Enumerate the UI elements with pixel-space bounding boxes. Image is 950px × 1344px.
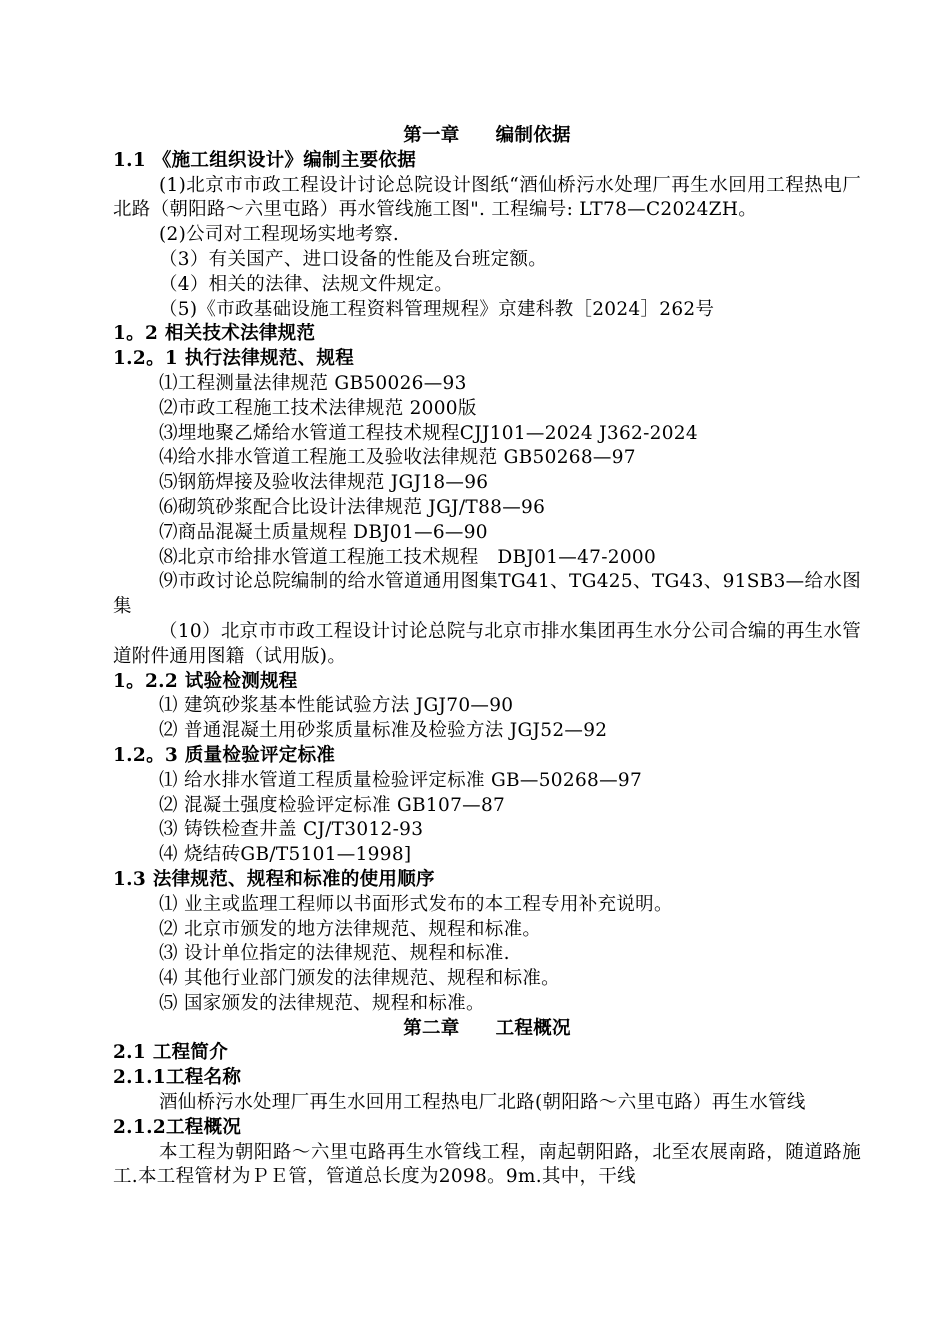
section-heading: 1。2.2 试验检测规程: [113, 670, 298, 692]
list-item: ⑸ 国家颁发的法律规范、规程和标准。: [159, 992, 485, 1014]
body-paragraph: 酒仙桥污水处理厂再生水回用工程热电厂北路(朝阳路～六里屯路）再生水管线: [159, 1092, 806, 1114]
list-item: （4）相关的法律、法规文件规定。: [159, 273, 454, 295]
section-heading: 2.1.2工程概况: [113, 1116, 242, 1138]
list-item: ⑺商品混凝土质量规程 DBJ01—6—90: [159, 521, 488, 543]
section-heading: 2.1.1工程名称: [113, 1067, 242, 1089]
chapter-2-name: 工程概况: [495, 1017, 571, 1039]
list-item: ⑶ 设计单位指定的法律规范、规程和标准.: [159, 943, 510, 965]
list-item: ⑷ 其他行业部门颁发的法律规范、规程和标准。: [159, 968, 560, 990]
section-heading: 1.3 法律规范、规程和标准的使用顺序: [113, 868, 435, 890]
list-item: ⑷ 烧结砖GB/T5101—1998]: [159, 844, 412, 866]
list-item: ⑵ 普通混凝土用砂浆质量标准及检验方法 JGJ52—92: [159, 720, 608, 742]
list-item: ⑻北京市给排水管道工程施工技术规程 DBJ01—47-2000: [159, 546, 657, 568]
chapter-1-title: [113, 124, 861, 149]
chapter-2-number: 第二章: [403, 1017, 460, 1039]
chapter-1-name: 编制依据: [495, 125, 571, 146]
chapter-2-title: [113, 1017, 861, 1042]
section-heading: 1.2。1 执行法律规范、规程: [113, 348, 354, 370]
list-item: （3）有关国产、进口设备的性能及台班定额。: [159, 248, 548, 270]
document-body: [113, 124, 861, 1190]
list-item: （10）北京市市政工程设计讨论总院与北京市排水集团再生水分公司合编的再生水管道附件通用图籍（试用版)。: [113, 620, 861, 667]
list-item: ⑶埋地聚乙烯给水管道工程技术规程CJJ101—2024 J362-2024: [159, 422, 698, 444]
list-item: ⑵ 北京市颁发的地方法律规范、规程和标准。: [159, 918, 542, 940]
list-item: ⑴ 给水排水管道工程质量检验评定标准 GB—50268—97: [159, 769, 643, 791]
list-item: ⑶ 铸铁检查井盖 CJ/T3012-93: [159, 819, 424, 841]
list-item: ⑸钢筋焊接及验收法律规范 JGJ18—96: [159, 472, 489, 494]
section-heading: 1.1 《施工组织设计》编制主要依据: [113, 149, 417, 171]
list-item: （5)《市政基础设施工程资料管理规程》京建科教［2024］262号: [159, 298, 715, 320]
section-heading: 2.1 工程简介: [113, 1042, 229, 1064]
list-item: ⑴ 建筑砂浆基本性能试验方法 JGJ70—90: [159, 695, 514, 717]
list-item: ⑴工程测量法律规范 GB50026—93: [159, 372, 467, 394]
list-item: ⑼市政讨论总院编制的给水管道通用图集TG41、TG425、TG43、91SB3—给水图集: [113, 571, 861, 618]
list-item: (2)公司对工程现场实地考察.: [159, 224, 400, 246]
list-item: ⑷给水排水管道工程施工及验收法律规范 GB50268—97: [159, 447, 636, 469]
list-item: ⑵市政工程施工技术法律规范 2000版: [159, 397, 477, 419]
body-paragraph: 本工程为朝阳路～六里屯路再生水管线工程，南起朝阳路，北至农展南路，随道路施工.本工程管材为ＰＥ管，管道总长度为2098。9m.其中，干线: [113, 1141, 861, 1188]
section-heading: 1.2。3 质量检验评定标准: [113, 744, 336, 766]
list-item: ⑴ 业主或监理工程师以书面形式发布的本工程专用补充说明。: [159, 893, 673, 915]
section-heading: 1。2 相关技术法律规范: [113, 323, 316, 345]
list-item: (1)北京市市政工程设计讨论总院设计图纸“酒仙桥污水处理厂再生水回用工程热电厂北路（朝阳路～六里屯路）再水管线施工图". 工程编号: LT78—C2024ZH。: [113, 174, 861, 221]
list-item: ⑵ 混凝土强度检验评定标准 GB107—87: [159, 794, 506, 816]
list-item: ⑹砌筑砂浆配合比设计法律规范 JGJ/T88—96: [159, 496, 546, 518]
chapter-1-number: 第一章: [403, 125, 460, 146]
